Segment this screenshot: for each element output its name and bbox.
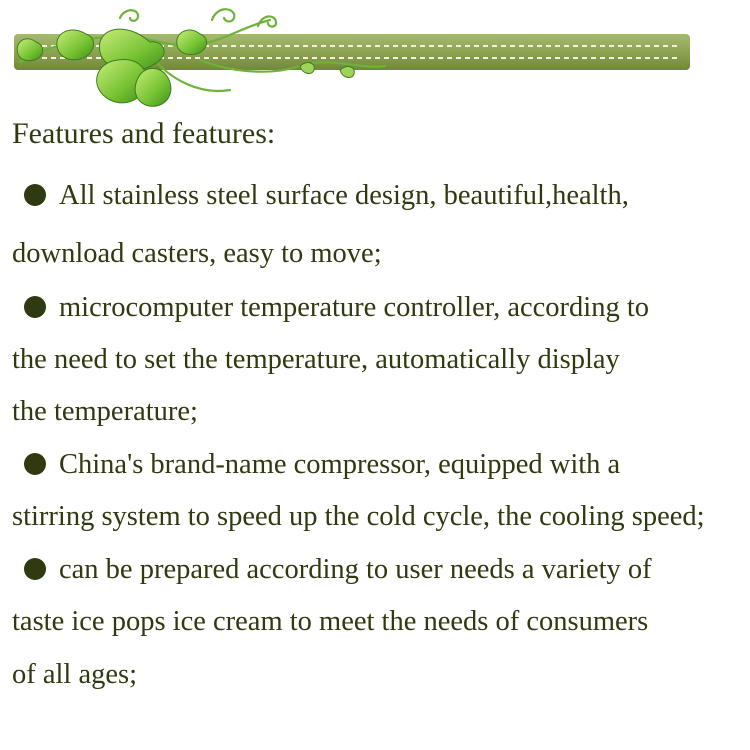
bullet-item-1-line-1 [12,178,629,214]
bullet-icon [24,184,46,206]
bullet-item-3-line-1 [12,447,620,483]
bullet-item-2-line-2: the need to set the temperature, automatically display [12,344,620,375]
bullet-text: China's brand-name compressor, equipped with a [59,449,621,480]
bullet-item-4-line-1 [12,552,652,588]
bullet-icon [24,558,46,580]
bullet-icon [24,296,46,318]
bullet-item-2-line-1 [12,290,649,326]
bullet-text: All stainless steel surface design, beautiful,health, [59,180,629,211]
bullet-text: microcomputer temperature controller, according to [59,292,649,323]
features-heading: Features and features: [12,117,276,150]
bullet-item-1-line-2: download casters, easy to move; [12,238,382,269]
bullet-text: can be prepared according to user needs a variety of [59,554,652,585]
vine-banner-decoration [0,0,750,115]
bullet-item-2-line-3: the temperature; [12,396,198,427]
bullet-item-3-line-2: stirring system to speed up the cold cycle, the cooling speed; [12,501,705,532]
bullet-item-4-line-3: of all ages; [12,659,138,690]
bullet-icon [24,453,46,475]
bullet-item-4-line-2: taste ice pops ice cream to meet the needs of consumers [12,606,649,637]
